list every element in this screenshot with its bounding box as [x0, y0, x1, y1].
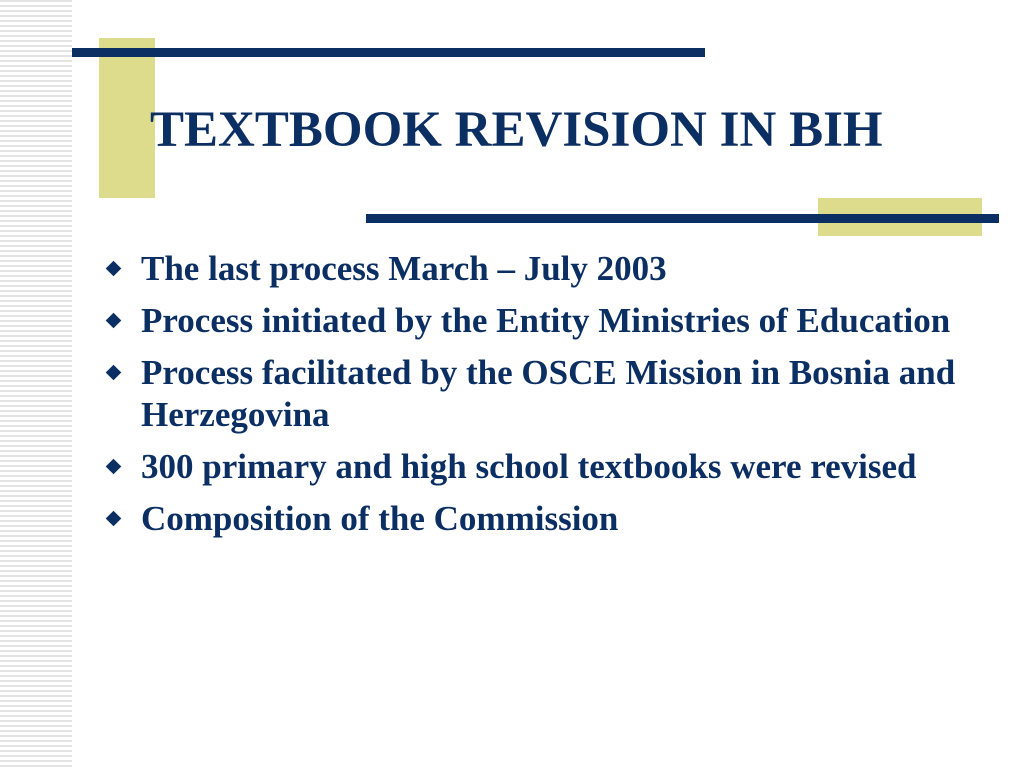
bullet-item [104, 498, 994, 540]
diamond-bullet-icon [106, 313, 122, 329]
diamond-bullet-icon [106, 459, 122, 475]
accent-block-left [99, 38, 155, 198]
bullet-text: The last process March – July 2003 [141, 249, 667, 288]
bullet-text: 300 primary and high school textbooks were revised [141, 447, 917, 486]
top-rule [72, 48, 705, 57]
diamond-bullet-icon [106, 261, 122, 277]
bullet-item [104, 446, 994, 488]
bottom-rule [366, 214, 999, 223]
diamond-bullet-icon [106, 511, 122, 527]
bullet-text: Composition of the Commission [141, 499, 619, 538]
bullet-text: Process facilitated by the OSCE Mission in Bosnia and Herzegovina [141, 353, 956, 434]
diamond-bullet-icon [106, 365, 122, 381]
bullet-list [104, 248, 994, 550]
left-stripe-decoration [0, 0, 72, 768]
bullet-item [104, 248, 994, 290]
bullet-item [104, 352, 994, 436]
bullet-text: Process initiated by the Entity Ministries of Education [141, 301, 951, 340]
slide-title: TEXTBOOK REVISION IN BIH [150, 102, 883, 158]
bullet-item [104, 300, 994, 342]
